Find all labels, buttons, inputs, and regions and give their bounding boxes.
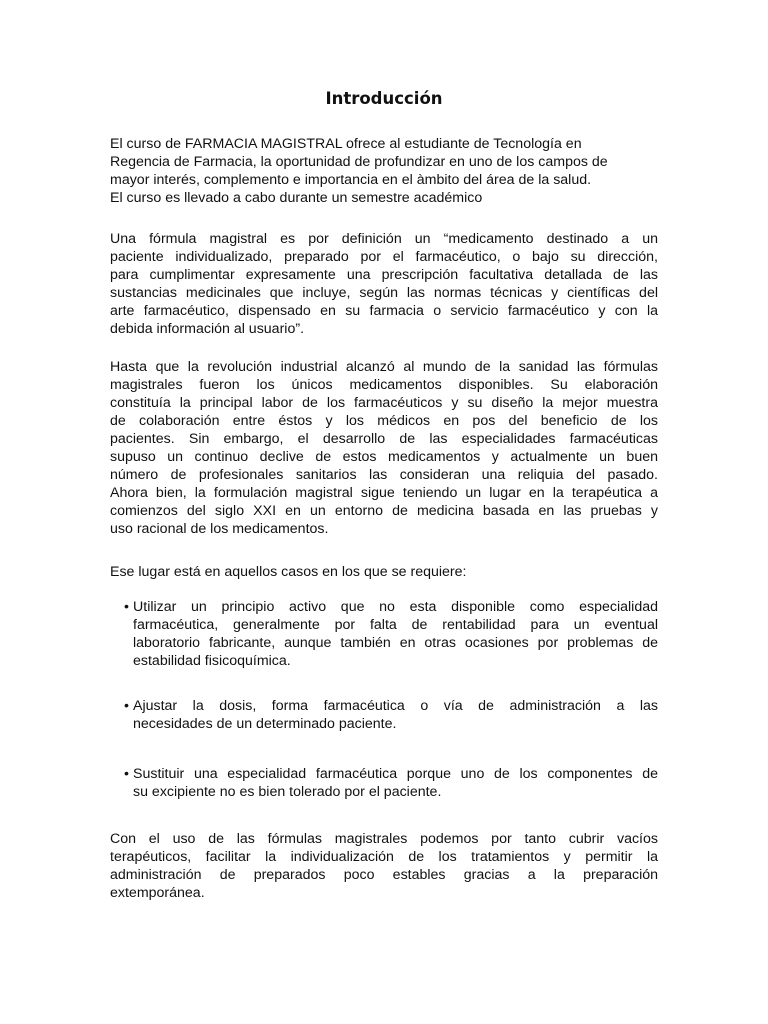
list-item-text	[133, 697, 658, 733]
text-line: arte farmacéutico, dispensado en su farmacia o servicio farmacéutico y con la	[110, 303, 658, 319]
bullet-icon: •	[124, 599, 129, 615]
definition-paragraph	[110, 230, 658, 338]
text-line: Sustituir una especialidad farmacéutica porque uno de los componentes de	[133, 766, 658, 782]
text-line: Regencia de Farmacia, la oportunidad de profundizar en uno de los campos de	[110, 154, 608, 170]
text-line: número de profesionales sanitarios las consideran una reliquia del pasado.	[110, 467, 658, 483]
bullet-icon: •	[124, 766, 129, 782]
text-line: laboratorio fabricante, aunque también en otras ocasiones por problemas de	[133, 635, 658, 651]
text-line: extemporánea.	[110, 885, 205, 901]
text-line: Una fórmula magistral es por definición un “medicamento destinado a un	[110, 231, 658, 247]
list-item-text	[133, 765, 658, 801]
history-paragraph	[110, 358, 658, 538]
text-line: Utilizar un principio activo que no esta disponible como especialidad	[133, 599, 658, 615]
text-line: necesidades de un determinado paciente.	[133, 716, 397, 732]
text-line: comienzos del siglo XXI en un entorno de medicina basada en las pruebas y	[110, 503, 658, 519]
page-title: Introducción	[325, 89, 443, 108]
text-line: para cumplimentar expresamente una prescripción facultativa detallada de las	[110, 267, 658, 283]
text-line: constituía la principal labor de los farmacéuticos y su diseño la mejor muestra	[110, 395, 658, 411]
text-line: estabilidad fisicoquímica.	[133, 653, 291, 669]
text-line: supuso un continuo declive de estos medicamentos y actualmente un buen	[110, 449, 658, 465]
list-item-text	[133, 598, 658, 670]
text-line: pacientes. Sin embargo, el desarrollo de las especialidades farmacéuticas	[110, 431, 658, 447]
bullet-icon: •	[124, 698, 129, 714]
text-line: magistrales fueron los únicos medicamentos disponibles. Su elaboración	[110, 377, 658, 393]
lead-in-paragraph	[110, 563, 658, 581]
text-line: uso racional de los medicamentos.	[110, 521, 329, 537]
text-line: El curso es llevado a cabo durante un semestre académico	[110, 190, 483, 206]
text-line: Ese lugar está en aquellos casos en los que se requiere:	[110, 564, 467, 580]
text-line: Ahora bien, la formulación magistral sigue teniendo un lugar en la terapéutica a	[110, 485, 658, 501]
text-line: mayor interés, complemento e importancia en el àmbito del área de la salud.	[110, 172, 592, 188]
text-line: Hasta que la revolución industrial alcanzó al mundo de la sanidad las fórmulas	[110, 359, 658, 375]
text-line: terapéuticos, facilitar la individualización de los tratamientos y permitir la	[110, 849, 658, 865]
text-line: debida información al usuario”.	[110, 321, 305, 337]
text-line: administración de preparados poco estables gracias a la preparación	[110, 867, 658, 883]
text-line: El curso de FARMACIA MAGISTRAL ofrece al estudiante de Tecnología en	[110, 136, 582, 152]
text-line: su excipiente no es bien tolerado por el paciente.	[133, 784, 442, 800]
text-line: farmacéutica, generalmente por falta de rentabilidad para un eventual	[133, 617, 658, 633]
intro-paragraph	[110, 135, 658, 207]
text-line: sustancias medicinales que incluye, según las normas técnicas y científicas del	[110, 285, 658, 301]
closing-paragraph	[110, 830, 658, 902]
text-line: Con el uso de las fórmulas magistrales podemos por tanto cubrir vacíos	[110, 831, 658, 847]
text-line: paciente individualizado, preparado por el farmacéutico, o bajo su dirección,	[110, 249, 658, 265]
text-line: Ajustar la dosis, forma farmacéutica o vía de administración a las	[133, 698, 658, 714]
text-line: de colaboración entre éstos y los médicos en pos del beneficio de los	[110, 413, 658, 429]
